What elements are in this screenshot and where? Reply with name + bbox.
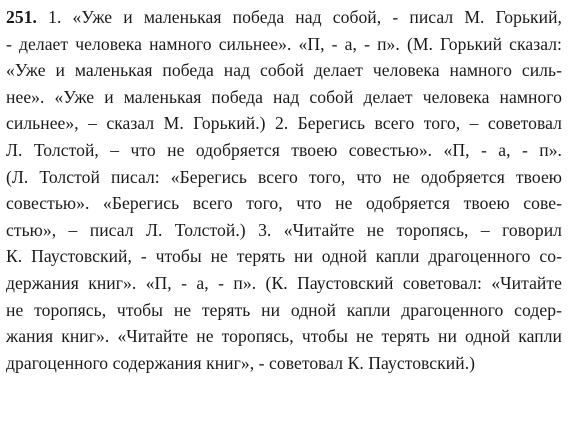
text-line-12: не торопясь, чтобы не терять ни одной капли драгоценного содер-: [6, 299, 562, 320]
text-line-2: - делает человека намного сильнее». «П, - а, - п». (М. Горький сказал:: [6, 33, 562, 54]
text-line-14: драгоценного содержания книг», - советовал К. Паустовский.): [6, 352, 476, 373]
text-line-6: Л. Толстой, – что не одобряется твоею совестью». «П, - а, - п».: [6, 139, 562, 160]
text-line-1-body: 1. «Уже и маленькая победа над собой, - писал М. Горький,: [37, 7, 562, 27]
exercise-number: 251.: [6, 7, 37, 27]
text-line-10: К. Паустовский, - чтобы не терять ни одной капли драгоценного со-: [6, 246, 562, 267]
text-line-7: (Л. Толстой писал: «Берегись всего того, что не одобряется твоею: [6, 166, 562, 187]
text-line-13: жания книг». «Читайте не торопясь, чтобы не терять ни одной капли: [6, 326, 562, 347]
text-line-1: [6, 4, 562, 31]
text-line-9: стью», – писал Л. Толстой.) 3. «Читайте не торопясь, – говорил: [6, 219, 562, 240]
text-line-4: нее». «Уже и маленькая победа над собой делает человека намного: [6, 86, 562, 107]
text-line-11: держания книг». «П, - а, - п». (К. Паустовский советовал: «Читайте: [6, 272, 562, 293]
text-line-8: совестью». «Берегись всего того, что не одобряется твоею сове-: [6, 193, 562, 214]
text-line-5: сильнее», – сказал М. Горький.) 2. Берегись всего того, – советовал: [6, 113, 562, 134]
exercise-text: [6, 4, 562, 376]
text-line-3: «Уже и маленькая победа над собой делает человека намного силь-: [6, 60, 562, 81]
